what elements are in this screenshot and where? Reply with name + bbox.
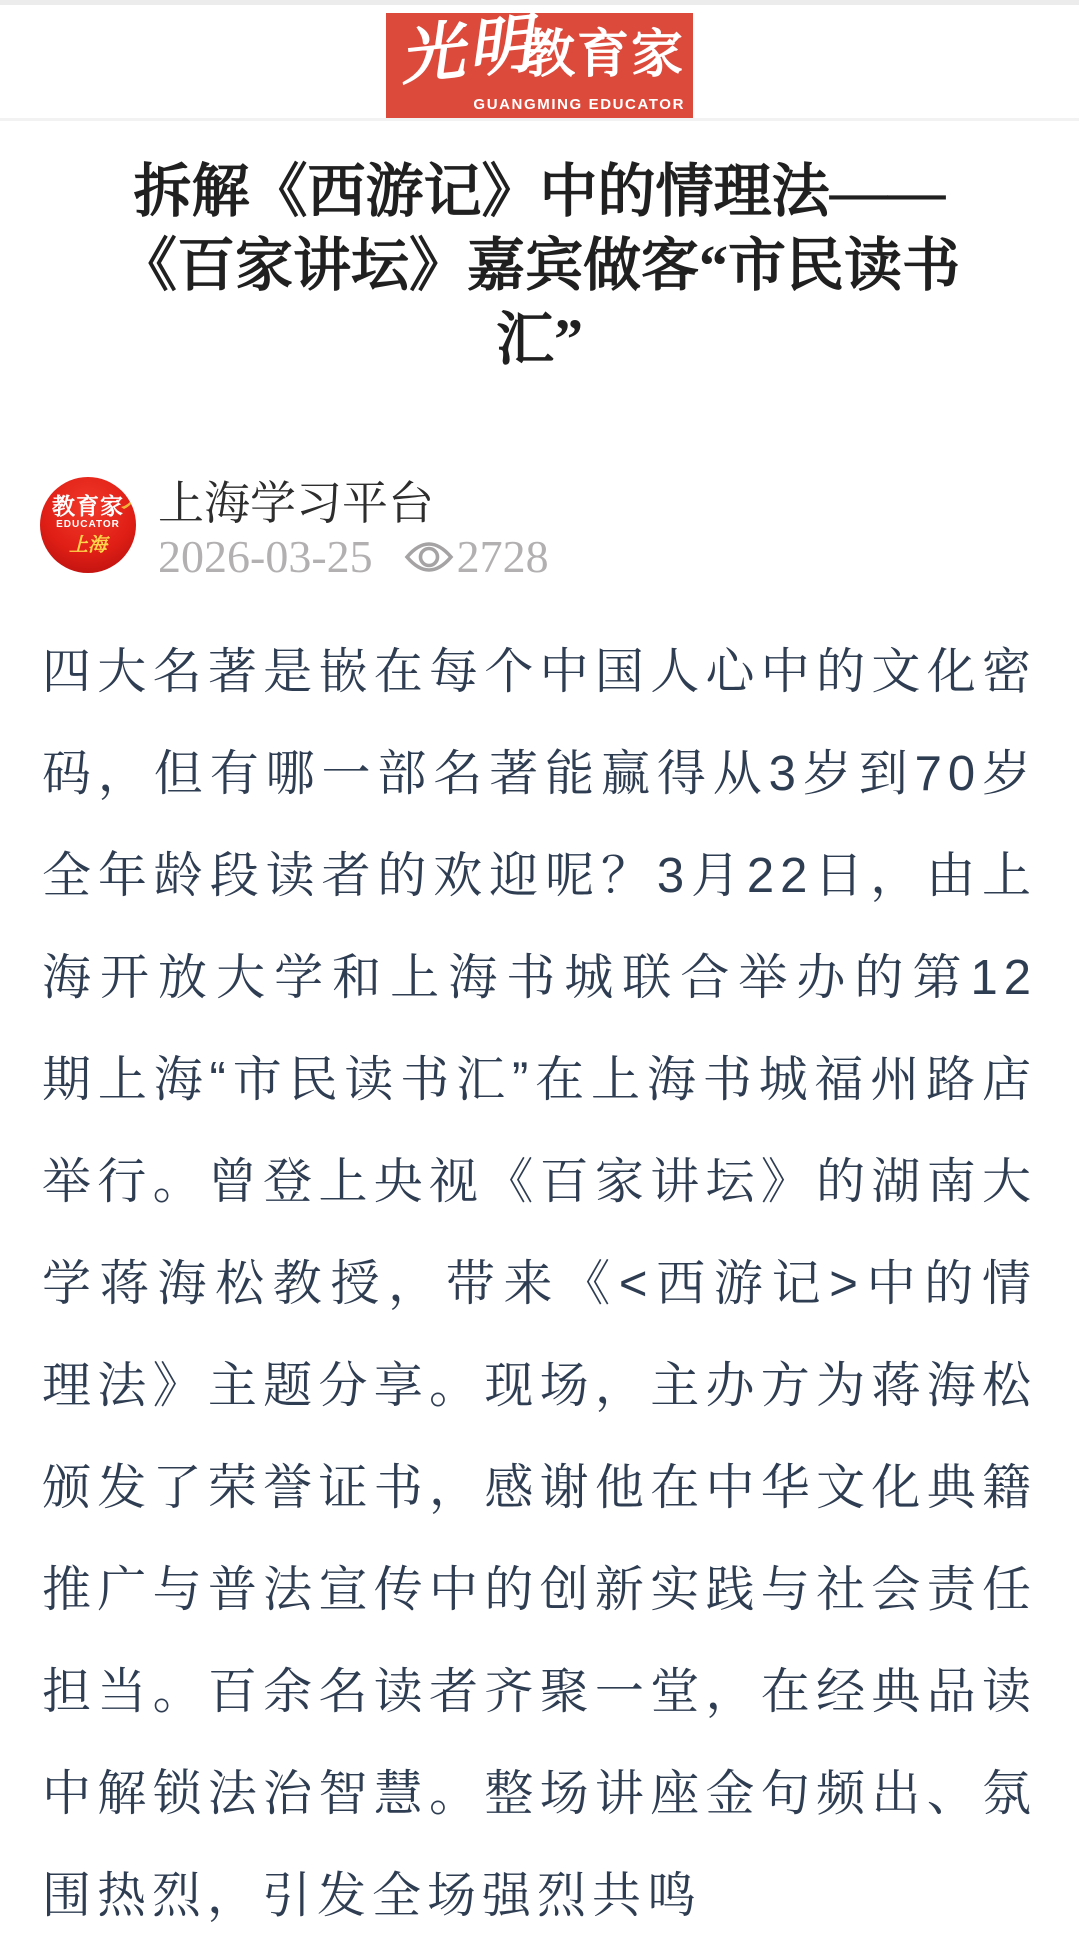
article-title-line1: 拆解《西游记》中的情理法—— <box>133 159 946 224</box>
view-count-number: 2728 <box>456 531 549 582</box>
avatar-brand-text: 教育家 <box>52 494 124 518</box>
article-title <box>48 155 1031 377</box>
guangming-educator-logo[interactable] <box>386 5 693 118</box>
avatar-gold-swoosh-icon <box>120 496 136 510</box>
author-name[interactable]: 上海学习平台 <box>158 478 434 529</box>
avatar[interactable] <box>40 477 136 573</box>
view-count <box>403 533 549 581</box>
eye-icon <box>403 537 455 577</box>
author-meta <box>158 477 549 581</box>
logo-script-text: 光明 <box>396 5 540 95</box>
author-subline <box>158 533 549 581</box>
article-body-text: 四大名著是嵌在每个中国人心中的文化密码，但有哪一部名著能赢得从3岁到70岁全年龄段读者的欢迎呢？3月22日，由上海开放大学和上海书城联合举办的第12期上海“市民读书汇”在上海书城福州路店举行。曾登上央视《百家讲坛》的湖南大学蒋海松教授，带来《<西游记>中的情理法》主题分享。现场，主办方为蒋海松颁发了荣誉证书，感谢他在中华文化典籍推广与普法宣传中的创新实践与社会责任担当。百余名读者齐聚一堂，在经典品读中解锁法治智慧。整场讲座金句频出、氛围热烈，引发全场强烈共鸣 <box>42 645 1037 1923</box>
avatar-shanghai-text: 上海 <box>68 533 107 556</box>
site-header <box>0 5 1079 121</box>
publish-date: 2026-03-25 <box>158 531 373 582</box>
author-row <box>40 477 1079 581</box>
article-title-line3: 汇” <box>495 307 583 372</box>
logo-subtitle: GUANGMING EDUCATOR <box>473 96 685 113</box>
avatar-educator-text: EDUCATOR <box>56 518 120 530</box>
article-title-line2: 《百家讲坛》嘉宾做客“市民读书 <box>118 233 960 298</box>
logo-brand-text: 教育家 <box>522 26 685 84</box>
